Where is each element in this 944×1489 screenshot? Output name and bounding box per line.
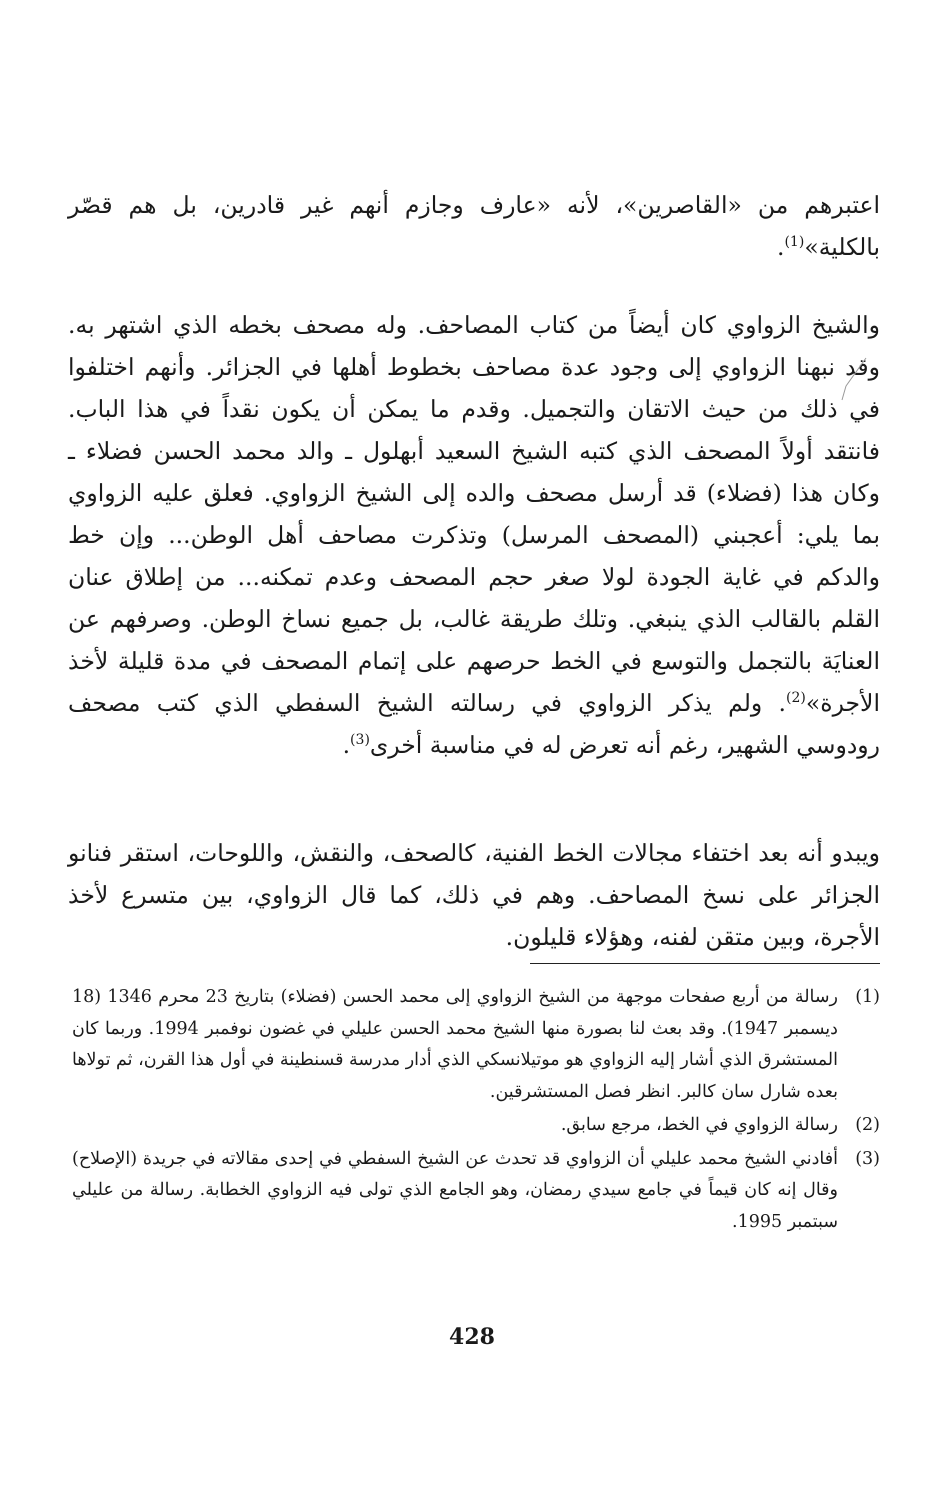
paragraph-2-segment-3: . [342,731,351,759]
footnote-divider [530,963,880,964]
paragraph-1-tail: . [776,233,785,261]
footnote-number: (3) [855,1148,880,1169]
footnote-ref-1: (1) [784,234,805,251]
footnote-1 [72,982,880,1108]
footnotes [72,982,880,1240]
page-number: 428 [449,1324,495,1350]
paragraph-2-segment-1: والشيخ الزواوي كان أيضاً من كتاب المصاحف. وله مصحف بخطه الذي اشتهر به. وقد نبهنا الزواوي إلى وجود عدة مصاحف بخطوط أهلها في الجزائر. وأنهم اختلفوا في ذلك من حيث الاتقان والتجميل. وقدم ما يمكن أن يكون نقداً في هذا الباب. فانتقد أولاً المصحف الذي كتبه الشيخ السعيد أبهلول ـ والد محمد الحسن فضلاء ـ وكان هذا (فضلاء) قد أرسل مصحف والده إلى الشيخ الزواوي. فعلق عليه الزواوي بما يلي: أعجبني (المصحف المرسل) وتذكرت مصاحف أهل الوطن... وإن خط والدكم في غاية الجودة لولا صغر حجم المصحف وعدم تمكنه... من إطلاق عنان القلم بالقالب الذي ينبغي. وتلك طريقة غالب، بل جميع نساخ الوطن. وصرفهم عن العنايَة بالتجمل والتوسع في الخط حرصهم على إتمام المصحف في مدة قليلة لأخذ الأجرة» [68,311,880,717]
paragraph-3-text: ويبدو أنه بعد اختفاء مجالات الخط الفنية، كالصحف، والنقش، واللوحات، استقر فنانو الجزائر على نسخ المصاحف. وهم في ذلك، كما قال الزواوي، بين متسرع لأخذ الأجرة، وبين متقن لفنه، وهؤلاء قليلون. [68,839,880,951]
paragraph-1-text: اعتبرهم من «القاصرين»، لأنه «عارف وجازم أنهم غير قادرين، بل هم قصّر بالكلية» [68,191,880,261]
footnote-text: رسالة من أربع صفحات موجهة من الشيخ الزواوي إلى محمد الحسن (فضلاء) بتاريخ 23 محرم 1346 (18 ديسمبر 1947). وقد بعث لنا بصورة منها الشيخ محمد الحسن عليلي في غضون نوفمبر 1994. وربما كان المستشرق الذي أشار إليه الزواوي هو موتيلانسكي الذي أدار مدرسة قسنطينة في أول هذا القرن، ثم تولاها بعده شارل سان كالبر. انظر فصل المستشرقين. [72,987,838,1102]
footnote-ref-2: (2) [786,690,806,707]
paragraph-2-segment-2: . ولم يذكر الزواوي في رسالته الشيخ السفطي الذي كتب مصحف رودوسي الشهير، رغم أنه تعرض له في مناسبة أخرى [68,689,880,759]
footnote-ref-3: (3) [350,732,370,749]
footnote-3 [72,1144,880,1239]
footnote-2 [72,1110,880,1142]
paragraph-3 [68,832,880,958]
footnote-text: رسالة الزواوي في الخط، مرجع سابق. [560,1115,838,1135]
footnote-number: (2) [855,1115,880,1135]
paragraph-1 [68,184,880,268]
margin-pen-mark [840,356,870,402]
footnote-number: (1) [855,987,880,1007]
footnote-text: أفادني الشيخ محمد عليلي أن الزواوي قد تحدث عن الشيخ السفطي في إحدى مقالاته في جريدة (الإصلاح) وقال إنه كان قيماً في جامع سيدي رمضان، وهو الجامع الذي تولى فيه الزواوي الخطابة. رسالة من عليلي سبتمبر 1995. [72,1148,838,1232]
paragraph-2 [68,304,880,766]
